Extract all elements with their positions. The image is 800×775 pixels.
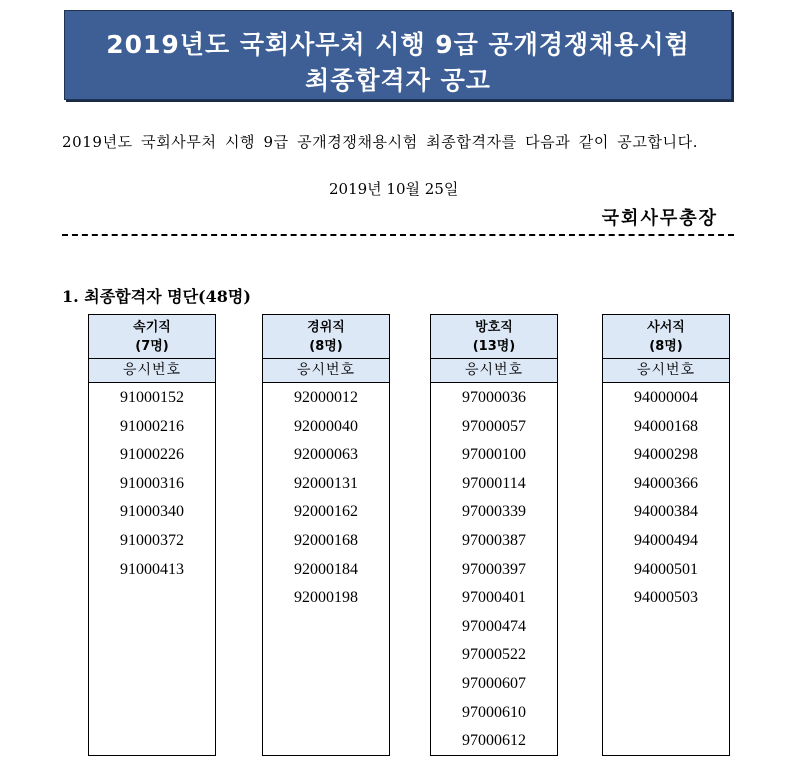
column-subheader: 응시번호 — [603, 359, 729, 383]
applicant-number: 97000474 — [462, 617, 526, 635]
column-header — [603, 315, 729, 359]
column-librarian — [602, 314, 730, 756]
applicant-number: 97000036 — [462, 389, 526, 406]
column-name: 사서직 — [647, 320, 685, 335]
number-list — [89, 383, 215, 584]
applicant-number: 97000339 — [462, 503, 526, 521]
applicant-number: 94000494 — [634, 531, 698, 549]
applicant-number: 94000298 — [634, 446, 698, 464]
applicant-number: 92000012 — [294, 389, 358, 406]
applicant-number: 97000057 — [462, 417, 526, 435]
applicant-number: 94000503 — [634, 589, 698, 607]
applicant-number: 92000063 — [294, 446, 358, 464]
column-subheader: 응시번호 — [263, 359, 389, 383]
applicant-number: 97000610 — [462, 703, 526, 721]
applicant-number: 91000316 — [120, 474, 184, 492]
column-header — [89, 315, 215, 359]
column-stenographer — [88, 314, 216, 756]
applicant-number: 92000040 — [294, 417, 358, 435]
notice-title-line2: 최종합격자 공고 — [305, 66, 491, 95]
applicant-number: 91000413 — [120, 560, 184, 578]
number-list — [431, 383, 557, 756]
notice-title-line1: 2019년도 국회사무처 시행 9급 공개경쟁채용시험 — [106, 30, 690, 59]
column-name: 속기직 — [133, 320, 171, 335]
column-header — [263, 315, 389, 359]
column-name: 경위직 — [307, 320, 345, 335]
applicant-number: 97000607 — [462, 674, 526, 692]
applicant-number: 97000100 — [462, 446, 526, 464]
applicant-number: 92000184 — [294, 560, 358, 578]
applicant-number: 94000501 — [634, 560, 698, 578]
notice-date: 2019년 10월 25일 — [329, 180, 459, 198]
applicant-number: 94000384 — [634, 503, 698, 521]
number-list — [603, 383, 729, 613]
applicant-number: 91000152 — [120, 389, 184, 406]
applicant-number: 92000168 — [294, 531, 358, 549]
notice-title-banner — [64, 10, 732, 100]
intro-text: 2019년도 국회사무처 시행 9급 공개경쟁채용시험 최종합격자를 다음과 같이 공고합니다. — [62, 133, 699, 151]
column-subheader: 응시번호 — [431, 359, 557, 383]
applicant-number: 91000226 — [120, 446, 184, 464]
column-count: (13명) — [472, 339, 516, 354]
applicant-number: 92000198 — [294, 589, 358, 607]
applicant-number: 92000162 — [294, 503, 358, 521]
column-name: 방호직 — [475, 320, 513, 335]
applicant-number: 97000397 — [462, 560, 526, 578]
applicant-number: 97000522 — [462, 646, 526, 664]
applicant-number: 91000340 — [120, 503, 184, 521]
applicant-number: 91000372 — [120, 531, 184, 549]
section-title: 1. 최종합격자 명단(48명) — [62, 287, 251, 306]
applicant-number: 94000366 — [634, 474, 698, 492]
applicant-number: 94000168 — [634, 417, 698, 435]
applicant-number: 94000004 — [634, 389, 698, 406]
column-count: (8명) — [649, 339, 683, 354]
dashed-divider — [62, 234, 734, 236]
applicant-number: 97000612 — [462, 732, 526, 750]
applicant-number: 97000114 — [462, 474, 526, 492]
column-guard — [262, 314, 390, 756]
applicant-number: 97000401 — [462, 589, 526, 607]
applicant-number: 97000387 — [462, 531, 526, 549]
applicant-number: 91000216 — [120, 417, 184, 435]
column-subheader: 응시번호 — [89, 359, 215, 383]
applicant-number: 92000131 — [294, 474, 358, 492]
column-count: (7명) — [135, 339, 169, 354]
signer: 국회사무총장 — [601, 208, 718, 229]
number-list — [263, 383, 389, 613]
column-header — [431, 315, 557, 359]
column-count: (8명) — [309, 339, 343, 354]
column-security — [430, 314, 558, 756]
